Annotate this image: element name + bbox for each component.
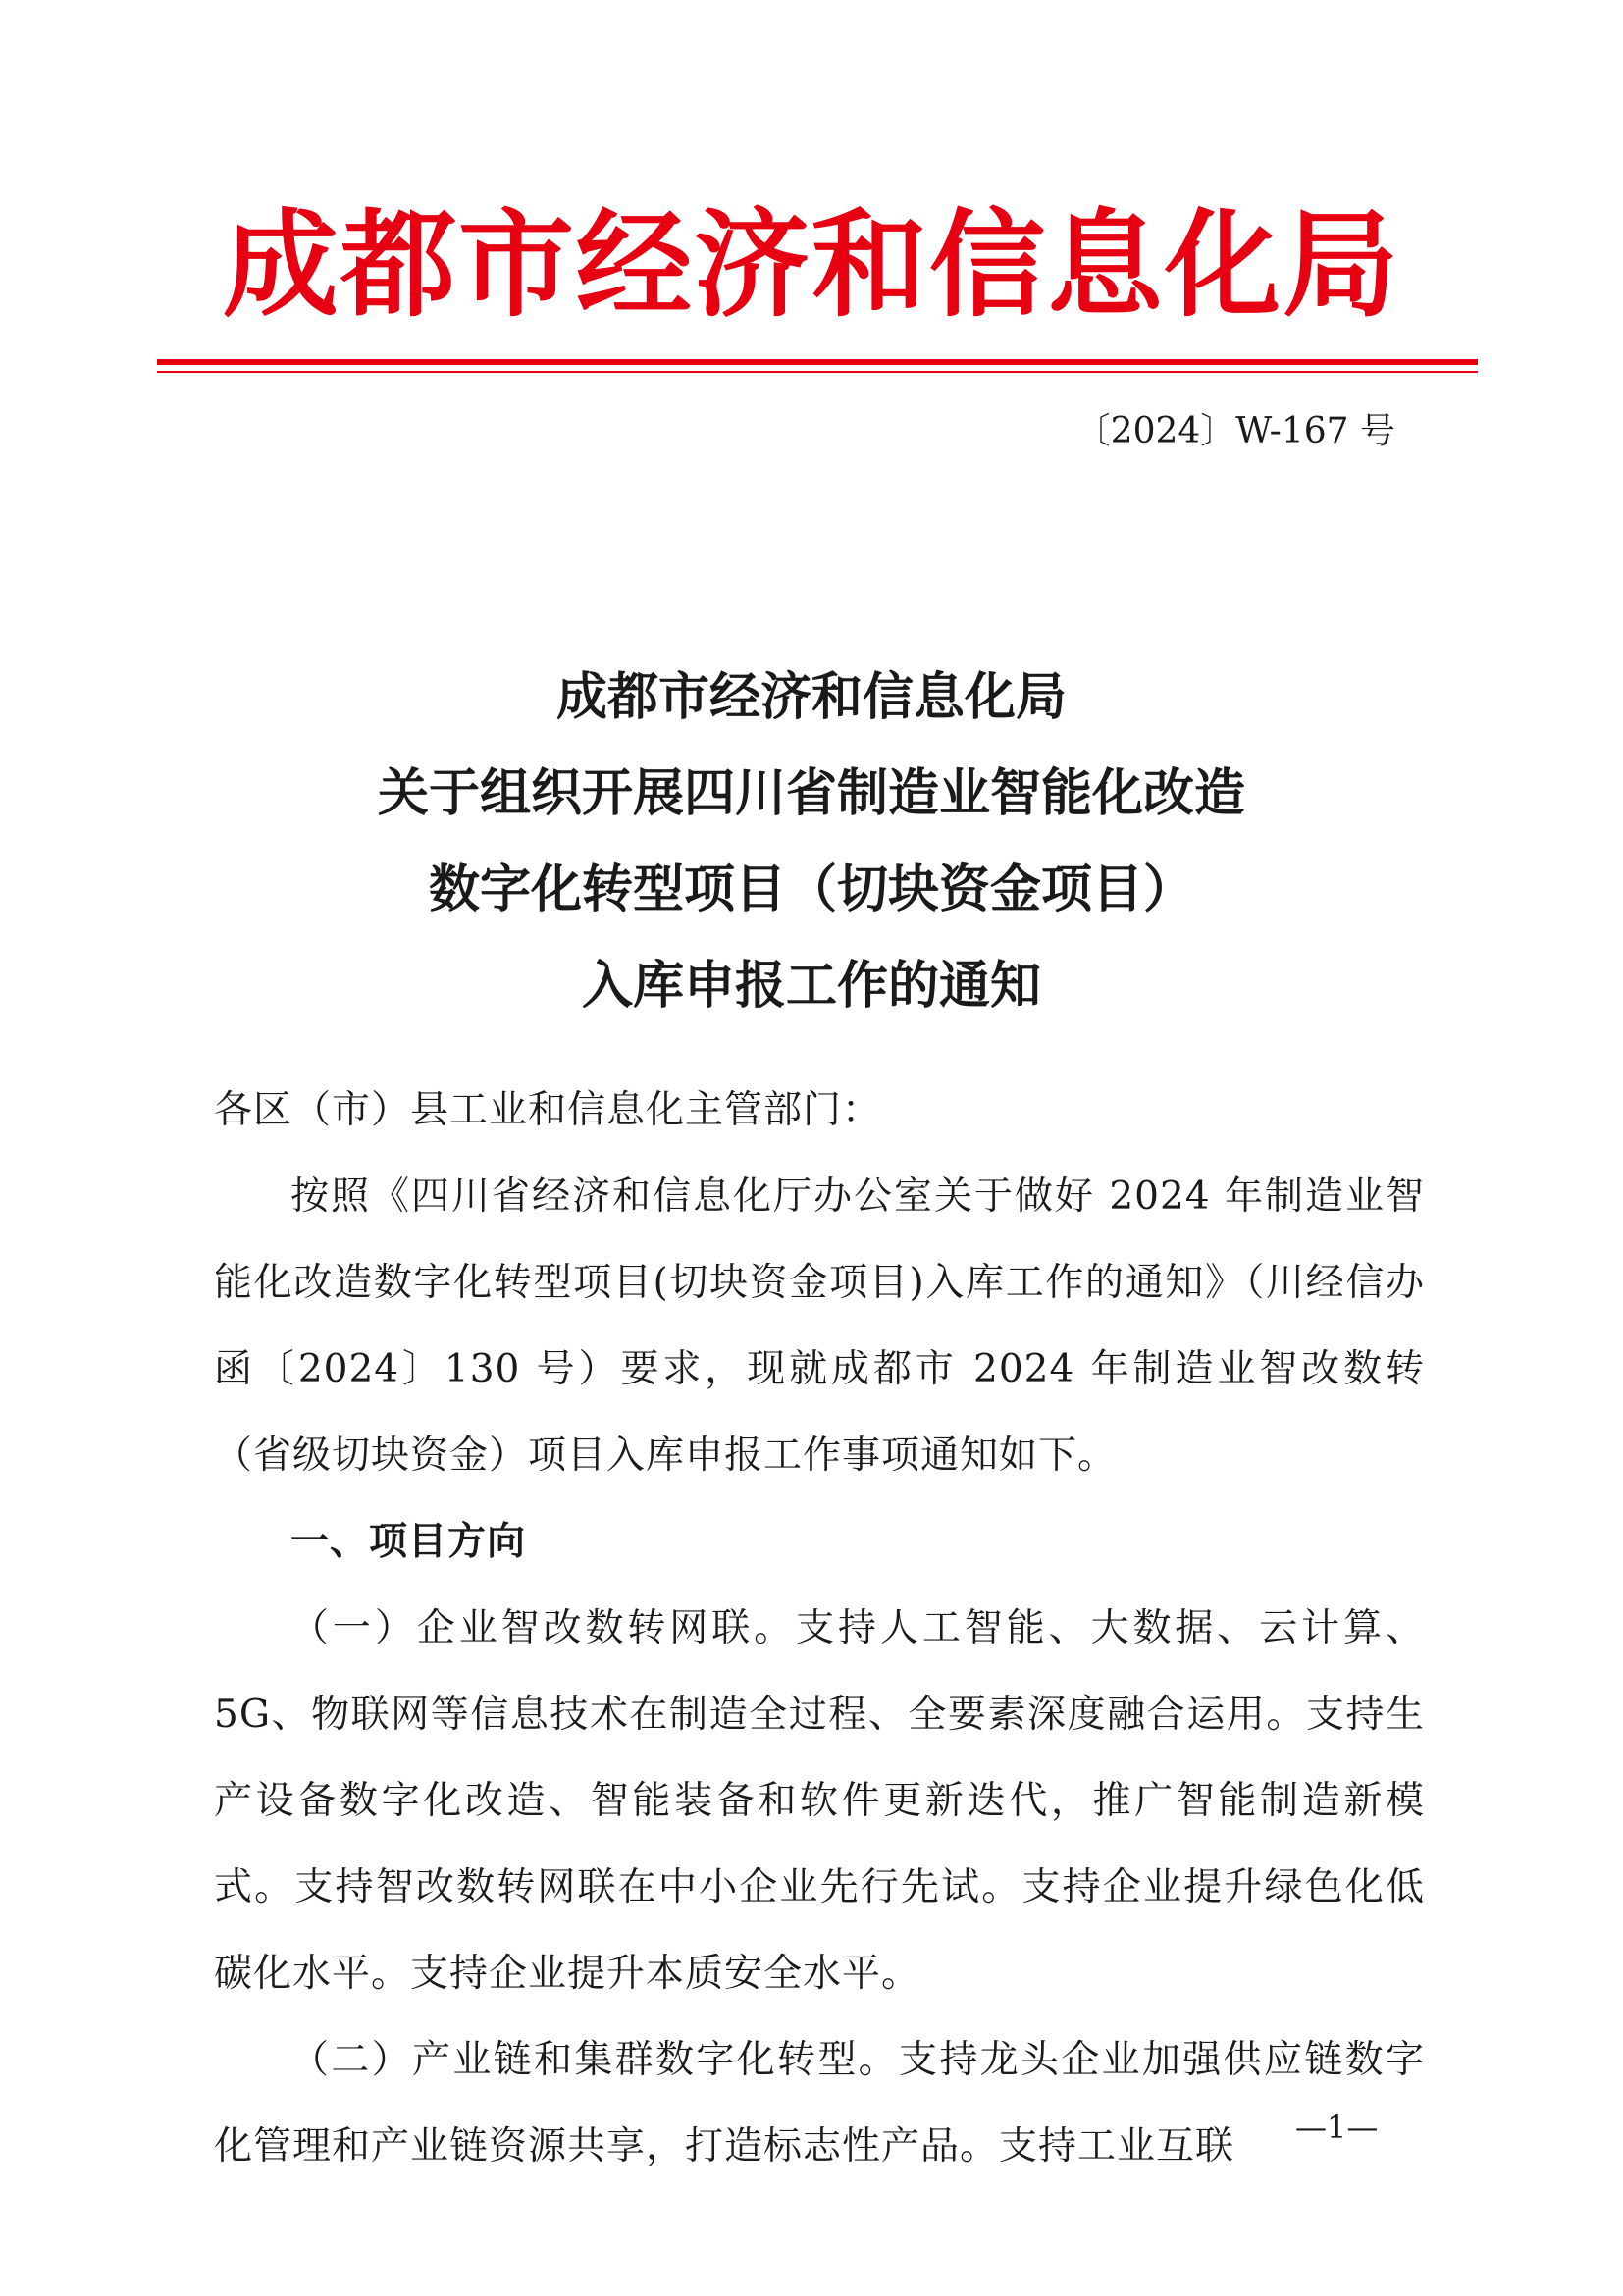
page-number: —1— xyxy=(1295,2109,1379,2146)
masthead-red-rule-thin xyxy=(157,371,1478,373)
item-2-text: 支持龙头企业加强供应链数字化管理和产业链资源共享，打造标志性产品。支持工业互联 xyxy=(214,2038,1425,2168)
title-line-2: 关于组织开展四川省制造业智能化改造 xyxy=(377,764,1245,823)
item-2-lead: （二）产业链和集群数字化转型。 xyxy=(290,2038,899,2082)
title-line-3: 数字化转型项目（切块资金项目） xyxy=(428,861,1194,919)
item-1-text: 支持人工智能、大数据、云计算、5G、物联网等信息技术在制造全过程、全要素深度融合运用。支持生产设备数字化改造、智能装备和软件更新迭代，推广智能制造新模式。支持智改数转网联在中小企业先行先试。支持企业提升绿色化低碳化水平。支持企业提升本质安全水平。 xyxy=(214,1606,1425,1996)
document-number: 〔2024〕W-167 号 xyxy=(1074,411,1395,451)
title-line-1: 成都市经济和信息化局 xyxy=(555,668,1067,727)
salutation: 各区（市）县工业和信息化主管部门： xyxy=(214,1088,882,1132)
section-heading-1: 一、项目方向 xyxy=(290,1520,527,1564)
item-1-paragraph xyxy=(214,1586,1425,2017)
document-body xyxy=(214,1068,1425,2190)
title-line-4: 入库申报工作的通知 xyxy=(581,957,1041,1016)
item-1-lead: （一）企业智改数转网联。 xyxy=(290,1606,797,1650)
document-title xyxy=(157,650,1466,1034)
masthead-title: 成都市经济和信息化局 xyxy=(222,196,1400,333)
intro-paragraph: 按照《四川省经济和信息化厅办公室关于做好 2024 年制造业智能化改造数字化转型项目(切块资金项目)入库工作的通知》（川经信办函〔2024〕130 号）要求，现就成都市 2024 年制造业智改数转（省级切块资金）项目入库申报工作事项通知如下。 xyxy=(214,1174,1425,1478)
item-2-paragraph xyxy=(214,2017,1425,2190)
masthead-red-rule xyxy=(157,359,1478,365)
